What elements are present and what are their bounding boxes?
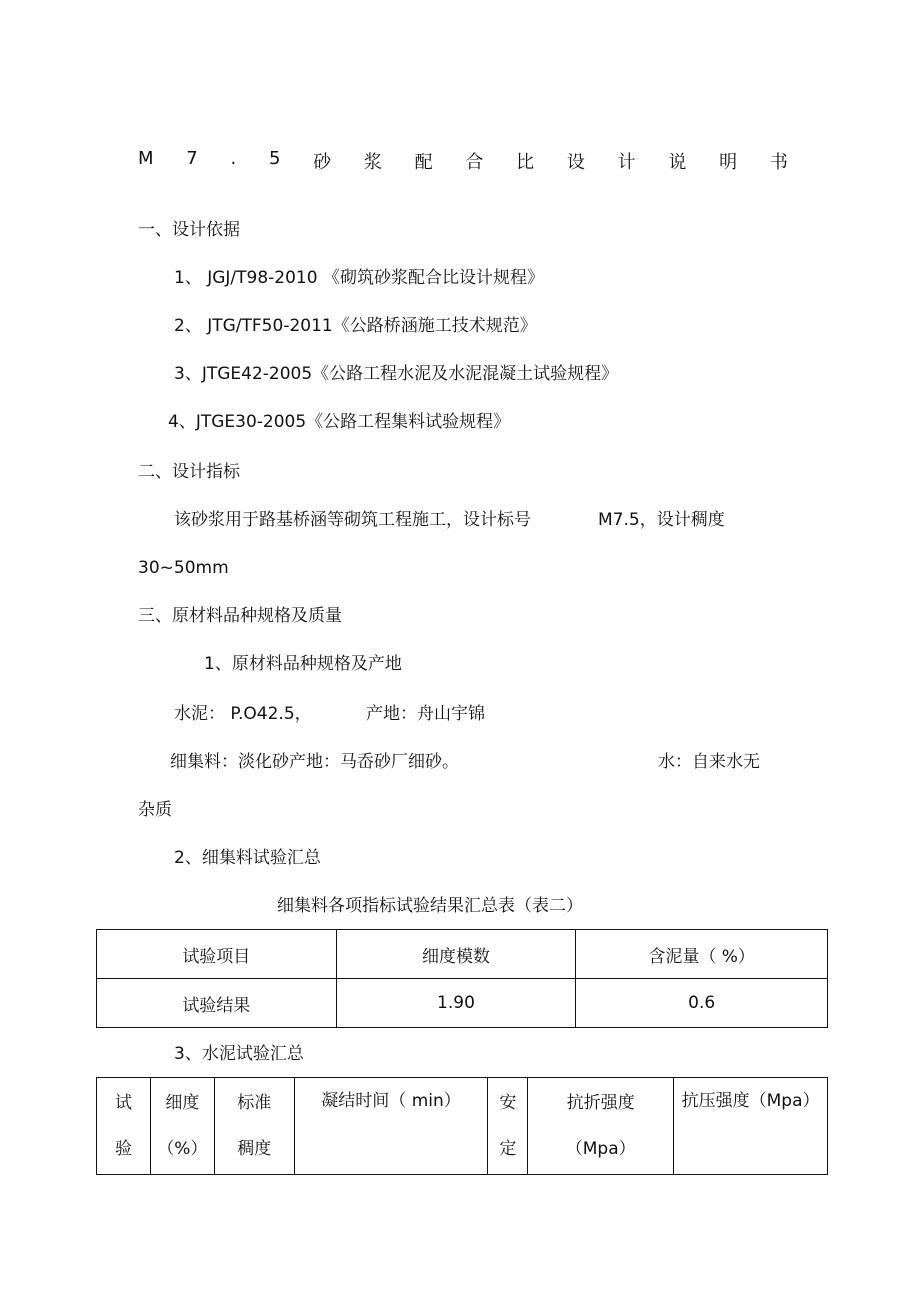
section3-heading: 三、原材料品种规格及质量 [138, 606, 342, 626]
title-char: 明 [719, 152, 738, 173]
materials-subheading: 1、原材料品种规格及产地 [204, 654, 402, 674]
table-header-cell: 细度模数 [336, 930, 576, 979]
title-char: 说 [668, 152, 687, 173]
water-spec: 水：自来水无 [658, 752, 760, 772]
cement-subheading: 3、水泥试验汇总 [174, 1044, 304, 1064]
reference-item-3: 3、JTGE42-2005《公路工程水泥及水泥混凝土试验规程》 [174, 364, 619, 384]
title-char: 比 [516, 152, 535, 173]
title-char: 砂 [313, 152, 332, 173]
consistency-range: 30~50mm [138, 558, 229, 578]
fine-aggregate-table [96, 929, 828, 1028]
fine-aggregate-subheading: 2、细集料试验汇总 [174, 848, 321, 868]
title-char: M [138, 148, 154, 169]
table-cell: 0.6 [576, 979, 828, 1028]
fine-aggregate-spec: 细集料：淡化砂产地：马岙砂厂细砂。 [170, 752, 459, 772]
table-header-cell: 安 定 [488, 1078, 528, 1175]
title-char: 浆 [363, 152, 382, 173]
reference-item-1: 1、 JGJ/T98-2010 《砌筑砂浆配合比设计规程》 [174, 268, 544, 288]
title-char: 7 [186, 148, 198, 169]
reference-item-4: 4、JTGE30-2005《公路工程集料试验规程》 [168, 412, 511, 432]
table-row [97, 979, 828, 1028]
title-char: 5 [268, 148, 281, 169]
title-char: 配 [414, 152, 433, 173]
title-char: . [230, 148, 237, 169]
section2-heading: 二、设计指标 [138, 462, 240, 482]
design-grade-text: M7.5，设计稠度 [598, 510, 725, 530]
table-header-cell: 细度 （%） [150, 1078, 214, 1175]
cement-spec: 水泥： P.O42.5， [174, 704, 312, 724]
title-char: 计 [617, 152, 636, 173]
table2-caption: 细集料各项指标试验结果汇总表（表二） [277, 896, 583, 916]
table-cell: 试验结果 [97, 979, 337, 1028]
document-title [138, 148, 788, 172]
table-header-cell: 标准 稠度 [214, 1078, 294, 1175]
table-header-cell: 抗压强度（Mpa） [674, 1078, 828, 1175]
table-header-cell: 抗折强度 （Mpa） [528, 1078, 674, 1175]
cement-table [96, 1077, 828, 1175]
cement-origin: 产地：舟山宇锦 [366, 704, 485, 724]
table-row [97, 1078, 828, 1175]
title-char: 书 [769, 152, 788, 173]
table-header-cell: 凝结时间（ min） [294, 1078, 488, 1175]
water-spec-cont: 杂质 [138, 800, 172, 820]
title-char: 设 [566, 152, 585, 173]
table-header-cell: 含泥量（ %） [576, 930, 828, 979]
title-char: 合 [465, 152, 484, 173]
design-spec-text: 该砂浆用于路基桥涵等砌筑工程施工，设计标号 [174, 510, 531, 530]
table-row [97, 930, 828, 979]
section1-heading: 一、设计依据 [138, 220, 240, 240]
table-header-cell: 试 验 [97, 1078, 151, 1175]
table-cell: 1.90 [336, 979, 576, 1028]
table-header-cell: 试验项目 [97, 930, 337, 979]
reference-item-2: 2、 JTG/TF50-2011《公路桥涵施工技术规范》 [174, 316, 537, 336]
